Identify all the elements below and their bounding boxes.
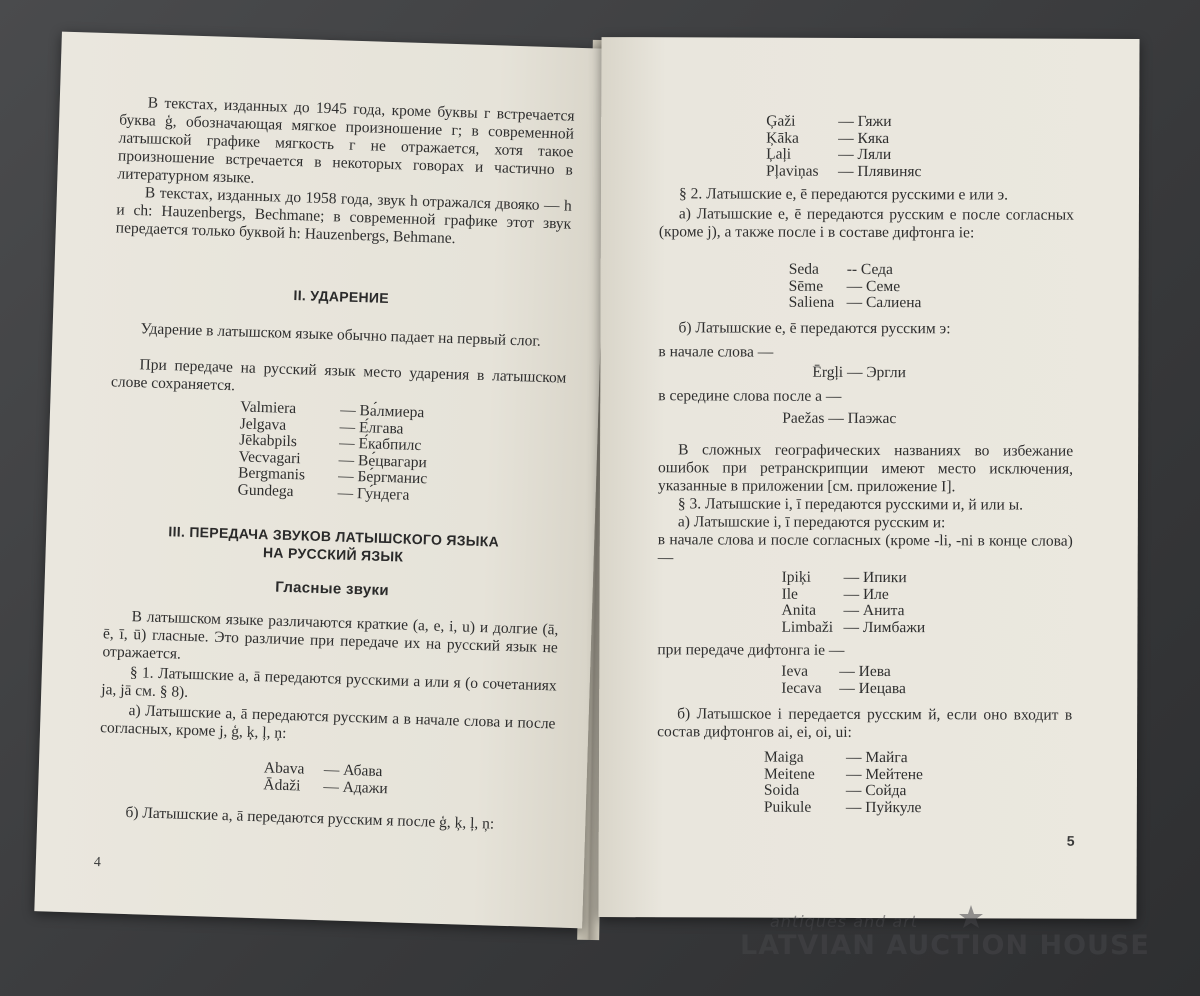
- russian-word: — Плявиняс: [838, 162, 922, 180]
- paragraph-stress-1: Ударение в латышском языке обычно падает на первый слог.: [140, 320, 542, 350]
- example-row: [789, 278, 922, 295]
- example-row: [764, 799, 923, 816]
- latvian-word: Anita: [781, 601, 817, 619]
- example-row: [764, 766, 923, 783]
- heading-sound-transfer-1: III. ПЕРЕДАЧА ЗВУКОВ ЛАТЫШСКОГО ЯЗЫКА: [168, 523, 500, 550]
- russian-word: -- Седа: [846, 260, 893, 279]
- ie-examples: [781, 664, 906, 697]
- subheading-vowels: Гласные звуки: [275, 578, 390, 600]
- paragraph-section-2: § 2. Латышские e, ē передаются русскими е или э.: [678, 185, 1009, 204]
- latvian-word: Ieva: [781, 662, 809, 680]
- paragraph-section-1: § 1. Латышские a, ā передаются русскими а или я (о сочетаниях ja, jā см. § 8).: [101, 664, 557, 701]
- heading-stress: II. УДАРЕНИЕ: [293, 287, 390, 307]
- paragraph-h-sound: В текстах, изданных до 1958 года, звук h отражался двояко — h и ch: Hauzenbergs, Bechmane; в современной графике этот звук передается только буквой h: Hauzenbergs, Behmane.: [115, 184, 572, 248]
- auction-watermark: [740, 912, 1160, 992]
- latvian-word: Ipiķi: [781, 568, 811, 586]
- i-examples: [781, 570, 925, 637]
- stress-examples: [237, 399, 429, 504]
- russian-word: — Абава: [323, 761, 383, 781]
- example-row: [781, 619, 925, 636]
- russian-word: — Салиена: [846, 293, 922, 312]
- paragraph-section-3a-detail: в начале слова и после согласных (кроме -li, -ni в конце слова) —: [657, 531, 1073, 567]
- russian-word: — Мейтене: [845, 765, 923, 783]
- latvian-word: Abava: [263, 759, 305, 778]
- paragraph-section-1a: а) Латышские a, ā передаются русским а в начале слова и после согласных, кроме j, ģ, ķ, ļ, ņ:: [99, 702, 556, 743]
- latvian-word: Pļaviņas: [766, 162, 819, 180]
- latvian-word: Ģaži: [766, 112, 796, 130]
- russian-word: — Майга: [845, 748, 908, 767]
- example-row: [766, 163, 921, 180]
- example-row: [781, 664, 906, 681]
- latvian-word: Jelgava: [239, 414, 287, 434]
- russian-word: — Ве́цвагари: [338, 451, 428, 471]
- russian-word: — Ипики: [843, 568, 907, 587]
- text-word-middle: в середине слова после а —: [658, 387, 842, 405]
- latvian-word: Ile: [781, 585, 798, 603]
- example-paezas: Paežas — Паэжас: [782, 409, 897, 428]
- latvian-word: Vecvagari: [238, 447, 301, 467]
- watermark-title: LATVIAN AUCTION HOUSE: [740, 930, 1150, 961]
- page-number-left: 4: [93, 855, 102, 871]
- example-row: [782, 603, 926, 620]
- example-row: [782, 586, 926, 603]
- latvian-word: Bergmanis: [237, 464, 306, 484]
- paragraph-section-1b: б) Латышские a, ā передаются русским я после ģ, ķ, ļ, ņ:: [125, 803, 495, 833]
- example-row: [766, 130, 921, 147]
- latvian-word: Limbaži: [781, 618, 834, 636]
- russian-word: — Иле: [843, 585, 889, 603]
- example-row: [781, 680, 906, 697]
- latvian-word: Sēme: [788, 277, 824, 295]
- latvian-word: Ādaži: [263, 775, 301, 794]
- example-row: [766, 114, 921, 131]
- paragraph-section-2b: б) Латышские e, ē передаются русским э:: [678, 319, 951, 338]
- latvian-word: Soida: [763, 781, 800, 799]
- latvian-word: Iecava: [781, 679, 822, 697]
- example-ergli: Ērgļi — Эргли: [812, 363, 906, 382]
- page-number-right: 5: [1066, 832, 1075, 849]
- example-row: [789, 262, 922, 279]
- example-row: [263, 777, 388, 797]
- russian-word: — Кяка: [838, 129, 890, 147]
- paragraph-section-3a: а) Латышские i, ī передаются русским и:: [677, 513, 946, 532]
- russian-word: — Гяжи: [838, 112, 892, 131]
- heading-sound-transfer-2: НА РУССКИЙ ЯЗЫК: [262, 544, 404, 565]
- right-page: [598, 37, 1139, 919]
- diphthong-examples: [764, 750, 923, 817]
- russian-word: — Бе́ргманис: [337, 467, 428, 488]
- text-word-start: в начале слова —: [658, 343, 774, 361]
- russian-word: — Иева: [839, 662, 891, 681]
- russian-word: — Сойда: [845, 781, 907, 800]
- latvian-word: Valmiera: [239, 398, 297, 418]
- russian-word: — Адажи: [323, 777, 388, 797]
- ya-examples: [766, 114, 922, 181]
- russian-word: — Семе: [846, 277, 901, 295]
- russian-word: — Ва́лмиера: [339, 401, 425, 422]
- russian-word: — Е́лгава: [339, 418, 404, 438]
- paragraph-section-3b: б) Латышское i передается русским й, если оно входит в состав дифтонгов ai, ei, oi, ui:: [657, 705, 1073, 741]
- watermark-script: antiques and art: [770, 912, 919, 931]
- latvian-word: Seda: [788, 260, 819, 278]
- latvian-word: Jēkabpils: [238, 431, 298, 451]
- russian-word: — Е́кабпилс: [338, 434, 422, 455]
- russian-word: — Лимбажи: [843, 618, 926, 636]
- latvian-word: Meitene: [763, 765, 815, 783]
- russian-word: — Ляли: [838, 145, 892, 164]
- example-row: [764, 783, 923, 800]
- latvian-word: Gundega: [237, 480, 294, 500]
- paragraph-exceptions: В сложных географических названиях во избежание ошибок при ретранскрипции имеют место исключения, указанные в приложении [см. приложение I].: [657, 441, 1074, 496]
- paragraph-stress-2: При передаче на русский язык место ударения в латышском слове сохраняется.: [110, 356, 567, 395]
- e-examples: [789, 262, 922, 312]
- latvian-word: Puikule: [763, 798, 812, 816]
- a-examples: [263, 760, 388, 797]
- paragraph-section-3: § 3. Латышские i, ī передаются русскими и, й или ы.: [677, 495, 1024, 514]
- latvian-word: Saliena: [788, 293, 835, 311]
- example-row: [766, 147, 921, 164]
- russian-word: — Иецава: [839, 679, 906, 697]
- russian-word: — Гу́ндега: [337, 484, 410, 504]
- latvian-word: Maiga: [763, 748, 804, 766]
- paragraph-vowels: В латышском языке различаются краткие (a, e, i, u) и долгие (ā, ē, ī, ū) гласные. Это различие при передаче их на русский язык не отражается.: [102, 608, 559, 663]
- example-row: [764, 750, 923, 767]
- russian-word: — Пуйкуле: [845, 798, 922, 816]
- paragraph-section-2a: а) Латышские e, ē передаются русским е после согласных (кроме j), а также после i в составе дифтонга ie:: [658, 205, 1074, 242]
- paragraph-soft-g: В текстах, изданных до 1945 года, кроме буквы г встречается буква ģ, обозначающая мягкое произношение г; в современной латышской графике мягкость г не отражается, хотя такое произношение встречается в некоторых говорах и частично в литературном языке.: [117, 94, 575, 187]
- latvian-word: Ķāka: [766, 129, 799, 147]
- left-page: [34, 32, 609, 929]
- example-row: [782, 570, 926, 587]
- example-row: [789, 295, 922, 312]
- russian-word: — Анита: [843, 601, 905, 620]
- latvian-word: Ļaļi: [766, 145, 792, 163]
- text-diphthong-ie: при передаче дифтонга ie —: [657, 641, 845, 659]
